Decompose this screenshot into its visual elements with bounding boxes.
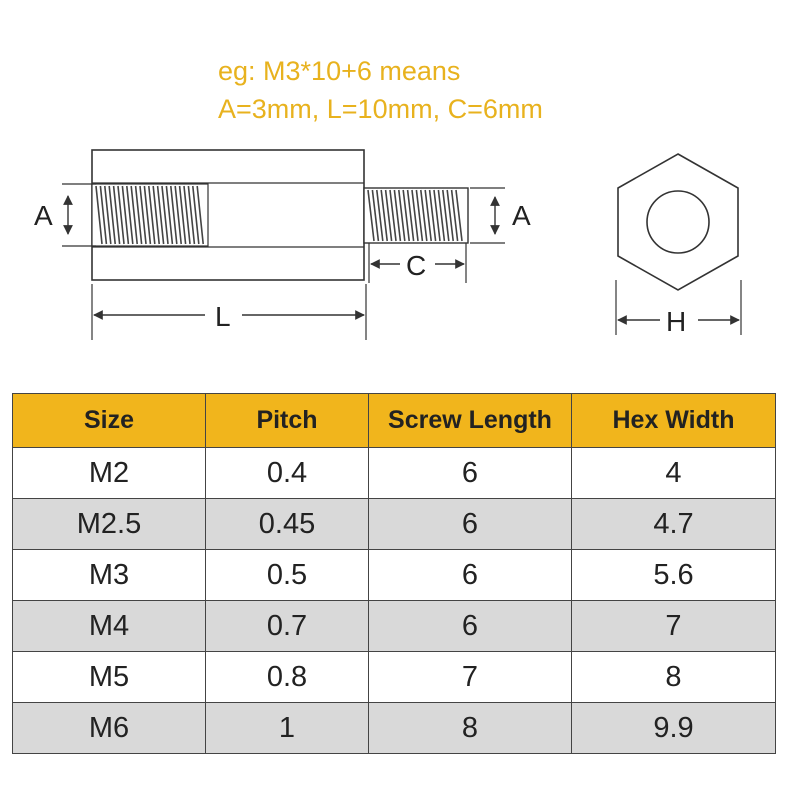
cell-screw-length: 6 bbox=[369, 499, 572, 550]
cell-hex-width: 9.9 bbox=[572, 703, 776, 754]
cell-screw-length: 6 bbox=[369, 601, 572, 652]
dimension-label-a-right: A bbox=[512, 200, 531, 231]
standoff-diagram bbox=[0, 0, 800, 380]
dimension-label-h: H bbox=[666, 306, 687, 337]
cell-hex-width: 5.6 bbox=[572, 550, 776, 601]
header-pitch: Pitch bbox=[206, 394, 369, 448]
example-note-line-1: eg: M3*10+6 means bbox=[218, 56, 461, 86]
table-row bbox=[13, 601, 776, 652]
cell-screw-length: 6 bbox=[369, 448, 572, 499]
table-row bbox=[13, 652, 776, 703]
cell-hex-width: 8 bbox=[572, 652, 776, 703]
dimension-a-right bbox=[470, 188, 531, 243]
cell-size: M3 bbox=[13, 550, 206, 601]
example-note-line-2: A=3mm, L=10mm, C=6mm bbox=[218, 94, 543, 124]
hex-end-view bbox=[618, 154, 738, 290]
cell-size: M2 bbox=[13, 448, 206, 499]
cell-hex-width: 4 bbox=[572, 448, 776, 499]
table-row bbox=[13, 499, 776, 550]
cell-pitch: 0.4 bbox=[206, 448, 369, 499]
cell-size: M5 bbox=[13, 652, 206, 703]
spec-table bbox=[12, 393, 776, 754]
cell-size: M2.5 bbox=[13, 499, 206, 550]
table-header-row bbox=[13, 394, 776, 448]
screw-stud bbox=[364, 188, 468, 243]
dimension-label-a-left: A bbox=[34, 200, 53, 231]
cell-size: M4 bbox=[13, 601, 206, 652]
table-row bbox=[13, 550, 776, 601]
table-row bbox=[13, 448, 776, 499]
table-row bbox=[13, 703, 776, 754]
cell-pitch: 0.8 bbox=[206, 652, 369, 703]
header-screw-length: Screw Length bbox=[369, 394, 572, 448]
dimension-label-c: C bbox=[406, 250, 427, 281]
cell-size: M6 bbox=[13, 703, 206, 754]
cell-hex-width: 7 bbox=[572, 601, 776, 652]
cell-screw-length: 7 bbox=[369, 652, 572, 703]
cell-pitch: 0.7 bbox=[206, 601, 369, 652]
standoff-body bbox=[92, 150, 364, 280]
cell-pitch: 0.45 bbox=[206, 499, 369, 550]
cell-hex-width: 4.7 bbox=[572, 499, 776, 550]
dimension-c bbox=[369, 243, 466, 283]
cell-pitch: 0.5 bbox=[206, 550, 369, 601]
dimension-label-l: L bbox=[215, 301, 231, 332]
header-hex-width: Hex Width bbox=[572, 394, 776, 448]
cell-screw-length: 8 bbox=[369, 703, 572, 754]
dimension-l bbox=[92, 284, 366, 340]
cell-pitch: 1 bbox=[206, 703, 369, 754]
cell-screw-length: 6 bbox=[369, 550, 572, 601]
dimension-a-left bbox=[34, 184, 96, 246]
header-size: Size bbox=[13, 394, 206, 448]
